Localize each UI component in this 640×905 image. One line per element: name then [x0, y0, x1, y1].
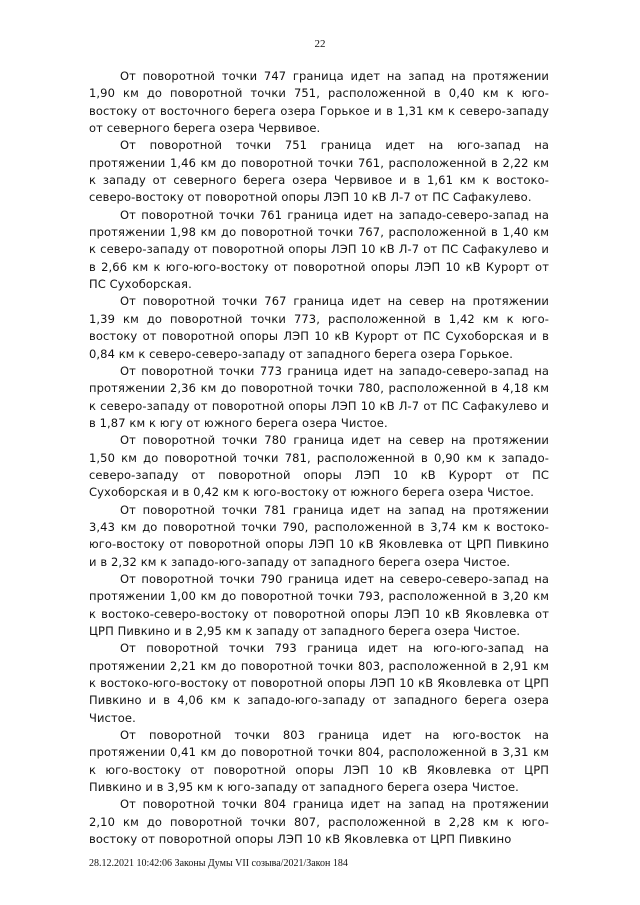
- paragraph: От поворотной точки 803 граница идет на юго-восток на протяжении 0,41 км до поворотной точки 804, расположенной в 3,31 км к юго-востоку от поворотной опоры ЛЭП 10 кВ Яковлевка от ЦРП Пивкино и в 3,95 км к юго-западу от западного берега озера Чистое.: [89, 728, 549, 795]
- paragraph: От поворотной точки 751 граница идет на юго-запад на протяжении 1,46 км до поворотной точки 761, расположенной в 2,22 км к западу от северного берега озера Червивое и в 1,61 км к востоко-северо-востоку от поворотной опоры ЛЭП 10 кВ Л-7 от ПС Сафакулево.: [89, 138, 549, 205]
- paragraph: От поворотной точки 761 граница идет на западо-северо-запад на протяжении 1,98 км до поворотной точки 767, расположенной в 1,40 км к северо-западу от поворотной опоры ЛЭП 10 кВ Л-7 от ПС Сафакулево и в 2,66 км к юго-юго-востоку от поворотной опоры ЛЭП 10 кВ Курорт от ПС Сухоборская.: [89, 207, 549, 292]
- page-number: 22: [314, 38, 326, 50]
- paragraph: От поворотной точки 747 граница идет на запад на протяжении 1,90 км до поворотной точки 751, расположенной в 0,40 км к юго-востоку от восточного берега озера Горькое и в 1,31 км к северо-западу от северного берега озера Червивое.: [89, 69, 549, 136]
- paragraph: От поворотной точки 773 граница идет на западо-северо-запад на протяжении 2,36 км до поворотной точки 780, расположенной в 4,18 км к северо-западу от поворотной опоры ЛЭП 10 кВ Л-7 от ПС Сафакулево и в 1,87 км к югу от южного берега озера Чистое.: [89, 363, 549, 430]
- paragraph: От поворотной точки 793 граница идет на юго-юго-запад на протяжении 2,21 км до поворотной точки 803, расположенной в 2,91 км к востоко-юго-востоку от поворотной опоры ЛЭП 10 кВ Яковлевка от ЦРП Пивкино и в 4,06 км к западо-юго-западу от западного берега озера Чистое.: [89, 641, 549, 725]
- paragraph: От поворотной точки 767 граница идет на север на протяжении 1,39 км до поворотной точки 773, расположенной в 1,42 км к юго-востоку от поворотной опоры ЛЭП 10 кВ Курорт от ПС Сухоборская и в 0,84 км к северо-северо-западу от западного берега озера Горькое.: [89, 294, 549, 361]
- document-body: [89, 68, 549, 848]
- paragraph: От поворотной точки 790 граница идет на северо-северо-запад на протяжении 1,00 км до поворотной точки 793, расположенной в 3,20 км к востоко-северо-востоку от поворотной опоры ЛЭП 10 кВ Яковлевка от ЦРП Пивкино и в 2,95 км к западу от западного берега озера Чистое.: [89, 571, 549, 638]
- paragraph: От поворотной точки 780 граница идет на север на протяжении 1,50 км до поворотной точки 781, расположенной в 0,90 км к западо-северо-западу от поворотной опоры ЛЭП 10 кВ Курорт от ПС Сухоборская и в 0,42 км к юго-востоку от южного берега озера Чистое.: [89, 433, 549, 500]
- paragraph: От поворотной точки 781 граница идет на запад на протяжении 3,43 км до поворотной точки 790, расположенной в 3,74 км к востоко-юго-востоку от поворотной опоры ЛЭП 10 кВ Яковлевка от ЦРП Пивкино и в 2,32 км к западо-юго-западу от западного берега озера Чистое.: [89, 502, 549, 569]
- document-footer: 28.12.2021 10:42:06 Законы Думы VII созыва/2021/Закон 184: [89, 858, 348, 869]
- paragraph: От поворотной точки 804 граница идет на запад на протяжении 2,10 км до поворотной точки 807, расположенной в 2,28 км к юго-востоку от поворотной опоры ЛЭП 10 кВ Яковлевка от ЦРП Пивкино: [89, 797, 549, 847]
